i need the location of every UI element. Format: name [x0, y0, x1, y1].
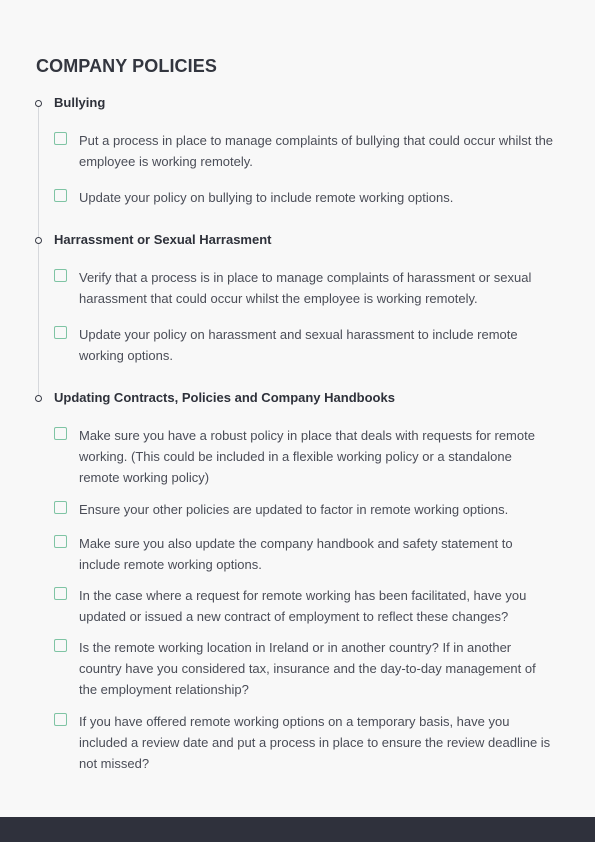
checklist-item-text: Ensure your other policies are updated to factor in remote working options.	[79, 502, 509, 517]
checklist-item-text: Update your policy on bullying to include remote working options.	[79, 190, 454, 205]
checklist-item-text: Update your policy on harassment and sexual harassment to include remote working options.	[79, 327, 518, 363]
checklist-item-text: Is the remote working location in Ireland or in another country? If in another country have you considered tax, insurance and the day-to-day management of the employment relationship?	[79, 640, 536, 697]
section-heading-harassment: Harrassment or Sexual Harrasment	[54, 232, 272, 247]
checkbox[interactable]	[54, 427, 67, 440]
checklist-item-text: If you have offered remote working options on a temporary basis, have you included a review date and put a process in place to ensure the review deadline is not missed?	[79, 714, 551, 771]
section-bullet	[35, 237, 42, 244]
checkbox[interactable]	[54, 639, 67, 652]
checkbox[interactable]	[54, 326, 67, 339]
section-heading-bullying: Bullying	[54, 95, 106, 110]
checkbox[interactable]	[54, 535, 67, 548]
checklist-item-text: In the case where a request for remote working has been facilitated, have you updated or issued a new contract of employment to reflect these changes?	[79, 588, 527, 624]
timeline-line	[38, 104, 39, 396]
checklist-item-text: Verify that a process is in place to manage complaints of harassment or sexual harassment that could occur whilst the employee is working remotely.	[79, 270, 532, 306]
checklist-item-text: Put a process in place to manage complaints of bullying that could occur whilst the employee is working remotely.	[79, 133, 554, 169]
section-bullet	[35, 100, 42, 107]
page-title: COMPANY POLICIES	[36, 56, 217, 76]
checkbox[interactable]	[54, 713, 67, 726]
checkbox[interactable]	[54, 269, 67, 282]
checkbox[interactable]	[54, 587, 67, 600]
footer-bar	[0, 817, 595, 842]
checkbox[interactable]	[54, 189, 67, 202]
checkbox[interactable]	[54, 501, 67, 514]
checkbox[interactable]	[54, 132, 67, 145]
section-heading-contracts: Updating Contracts, Policies and Company Handbooks	[54, 390, 395, 405]
section-bullet	[35, 395, 42, 402]
checklist-item-text: Make sure you have a robust policy in place that deals with requests for remote working. (This could be included in a flexible working policy or a standalone remote working policy)	[79, 428, 535, 485]
checklist-item-text: Make sure you also update the company handbook and safety statement to include remote working options.	[79, 536, 513, 572]
